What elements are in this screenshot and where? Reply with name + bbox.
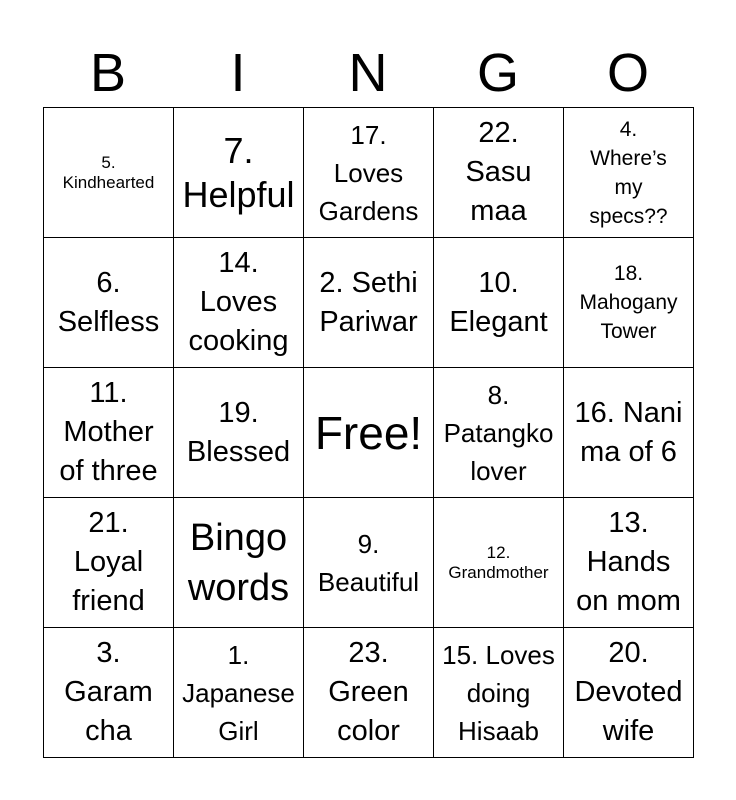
bingo-cell: 11. Mother of three xyxy=(44,368,174,498)
header-letter-n: N xyxy=(348,43,388,103)
bingo-cell: 9. Beautiful xyxy=(304,498,434,628)
bingo-cell: 7. Helpful xyxy=(174,108,304,238)
bingo-header xyxy=(43,40,693,106)
bingo-cell: 1. Japanese Girl xyxy=(174,628,304,758)
header-letter-b: B xyxy=(89,43,127,103)
bingo-cell: 13. Hands on mom xyxy=(564,498,694,628)
bingo-cell: 17. Loves Gardens xyxy=(304,108,434,238)
header-letter-o: O xyxy=(606,43,649,103)
bingo-grid xyxy=(43,107,694,758)
header-letter-i: I xyxy=(230,43,246,103)
bingo-cell: 14. Loves cooking xyxy=(174,238,304,368)
bingo-cell: Bingo words xyxy=(174,498,304,628)
bingo-cell: 4. Where’s my specs?? xyxy=(564,108,694,238)
bingo-cell: 20. Devoted wife xyxy=(564,628,694,758)
bingo-cell: 8. Patangko lover xyxy=(434,368,564,498)
bingo-cell: 6. Selfless xyxy=(44,238,174,368)
bingo-cell: 19. Blessed xyxy=(174,368,304,498)
bingo-cell: 22. Sasu maa xyxy=(434,108,564,238)
bingo-cell: 12. Grandmother xyxy=(434,498,564,628)
bingo-cell: 3. Garam cha xyxy=(44,628,174,758)
header-letter-g: G xyxy=(476,43,519,103)
bingo-cell: 18. Mahogany Tower xyxy=(564,238,694,368)
bingo-cell: 21. Loyal friend xyxy=(44,498,174,628)
free-space-cell: Free! xyxy=(304,368,434,498)
bingo-cell: 23. Green color xyxy=(304,628,434,758)
bingo-cell: 16. Nani ma of 6 xyxy=(564,368,694,498)
bingo-cell: 2. Sethi Pariwar xyxy=(304,238,434,368)
bingo-cell: 10. Elegant xyxy=(434,238,564,368)
bingo-cell: 5. Kindhearted xyxy=(44,108,174,238)
bingo-cell: 15. Loves doing Hisaab xyxy=(434,628,564,758)
